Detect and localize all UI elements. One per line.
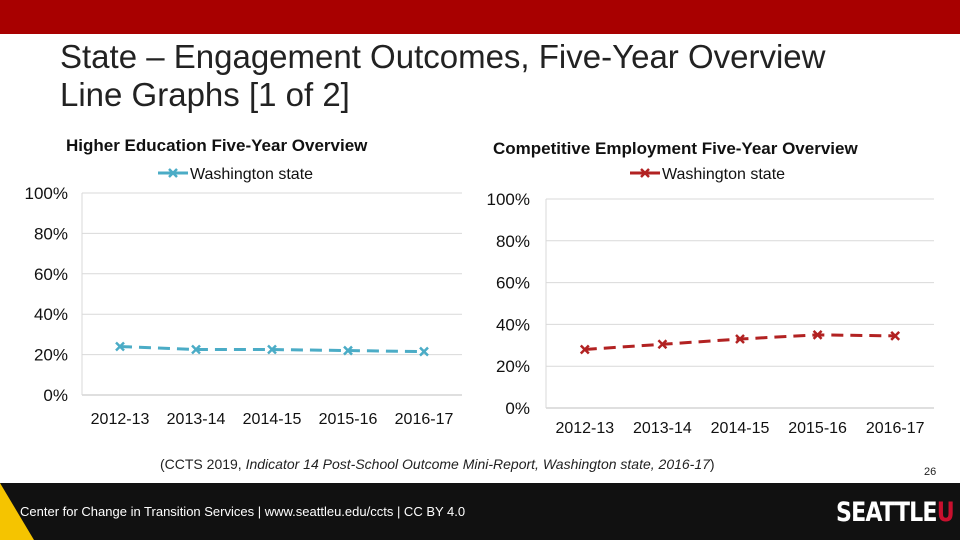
employment-y-tick-label: 80% [495, 231, 530, 251]
higher-ed-x-tick-label: 2012-13 [90, 411, 150, 428]
employment-x-tick-label: 2015-16 [788, 420, 847, 437]
slide-title-line-1: State – Engagement Outcomes, Five-Year Overview [60, 38, 826, 75]
slide-title-line-2: Line Graphs [1 of 2] [60, 76, 350, 113]
citation [160, 456, 715, 472]
higher-ed-y-tick-label: 100% [24, 184, 68, 203]
seattle-u-logo [836, 497, 954, 528]
higher-ed-legend-label: Washington state [190, 166, 314, 183]
employment-x-tick-label: 2012-13 [555, 420, 615, 437]
higher-ed-x-tick-label: 2015-16 [318, 411, 378, 428]
citation-source: Indicator 14 Post-School Outcome Mini-Report, Washington state, 2016-17 [245, 456, 710, 472]
page-number: 26 [924, 466, 937, 478]
employment-y-tick-label: 60% [495, 273, 530, 293]
employment-legend-label: Washington state [662, 166, 786, 183]
employment-y-tick-label: 0% [505, 399, 530, 418]
higher-ed-x-tick-label: 2013-14 [166, 411, 226, 428]
logo-main: SEATTLE [836, 497, 937, 528]
citation-suffix: ) [709, 456, 715, 472]
competitive-employment-chart-title: Competitive Employment Five-Year Overview [493, 139, 858, 158]
employment-x-tick-label: 2013-14 [633, 420, 692, 437]
higher-ed-y-tick-label: 0% [43, 386, 68, 405]
citation-prefix: (CCTS 2019, [160, 456, 246, 472]
higher-ed-x-tick-label: 2016-17 [394, 411, 454, 428]
employment-series-line [585, 335, 895, 350]
employment-y-tick-label: 100% [486, 190, 530, 209]
employment-y-tick-label: 20% [495, 357, 530, 377]
footer-text: Center for Change in Transition Services | www.seattleu.edu/ccts | CC BY 4.0 [20, 504, 466, 519]
higher-education-chart-title: Higher Education Five-Year Overview [66, 136, 368, 155]
employment-x-tick-label: 2016-17 [865, 420, 925, 437]
higher-ed-x-tick-label: 2014-15 [242, 411, 302, 428]
higher-ed-y-tick-label: 60% [33, 264, 68, 284]
higher-ed-y-tick-label: 80% [33, 224, 68, 244]
employment-x-tick-label: 2014-15 [710, 420, 770, 437]
higher-ed-y-tick-label: 20% [33, 345, 68, 365]
logo-u: U [936, 497, 954, 528]
employment-y-tick-label: 40% [495, 315, 530, 335]
higher-ed-y-tick-label: 40% [33, 305, 68, 325]
